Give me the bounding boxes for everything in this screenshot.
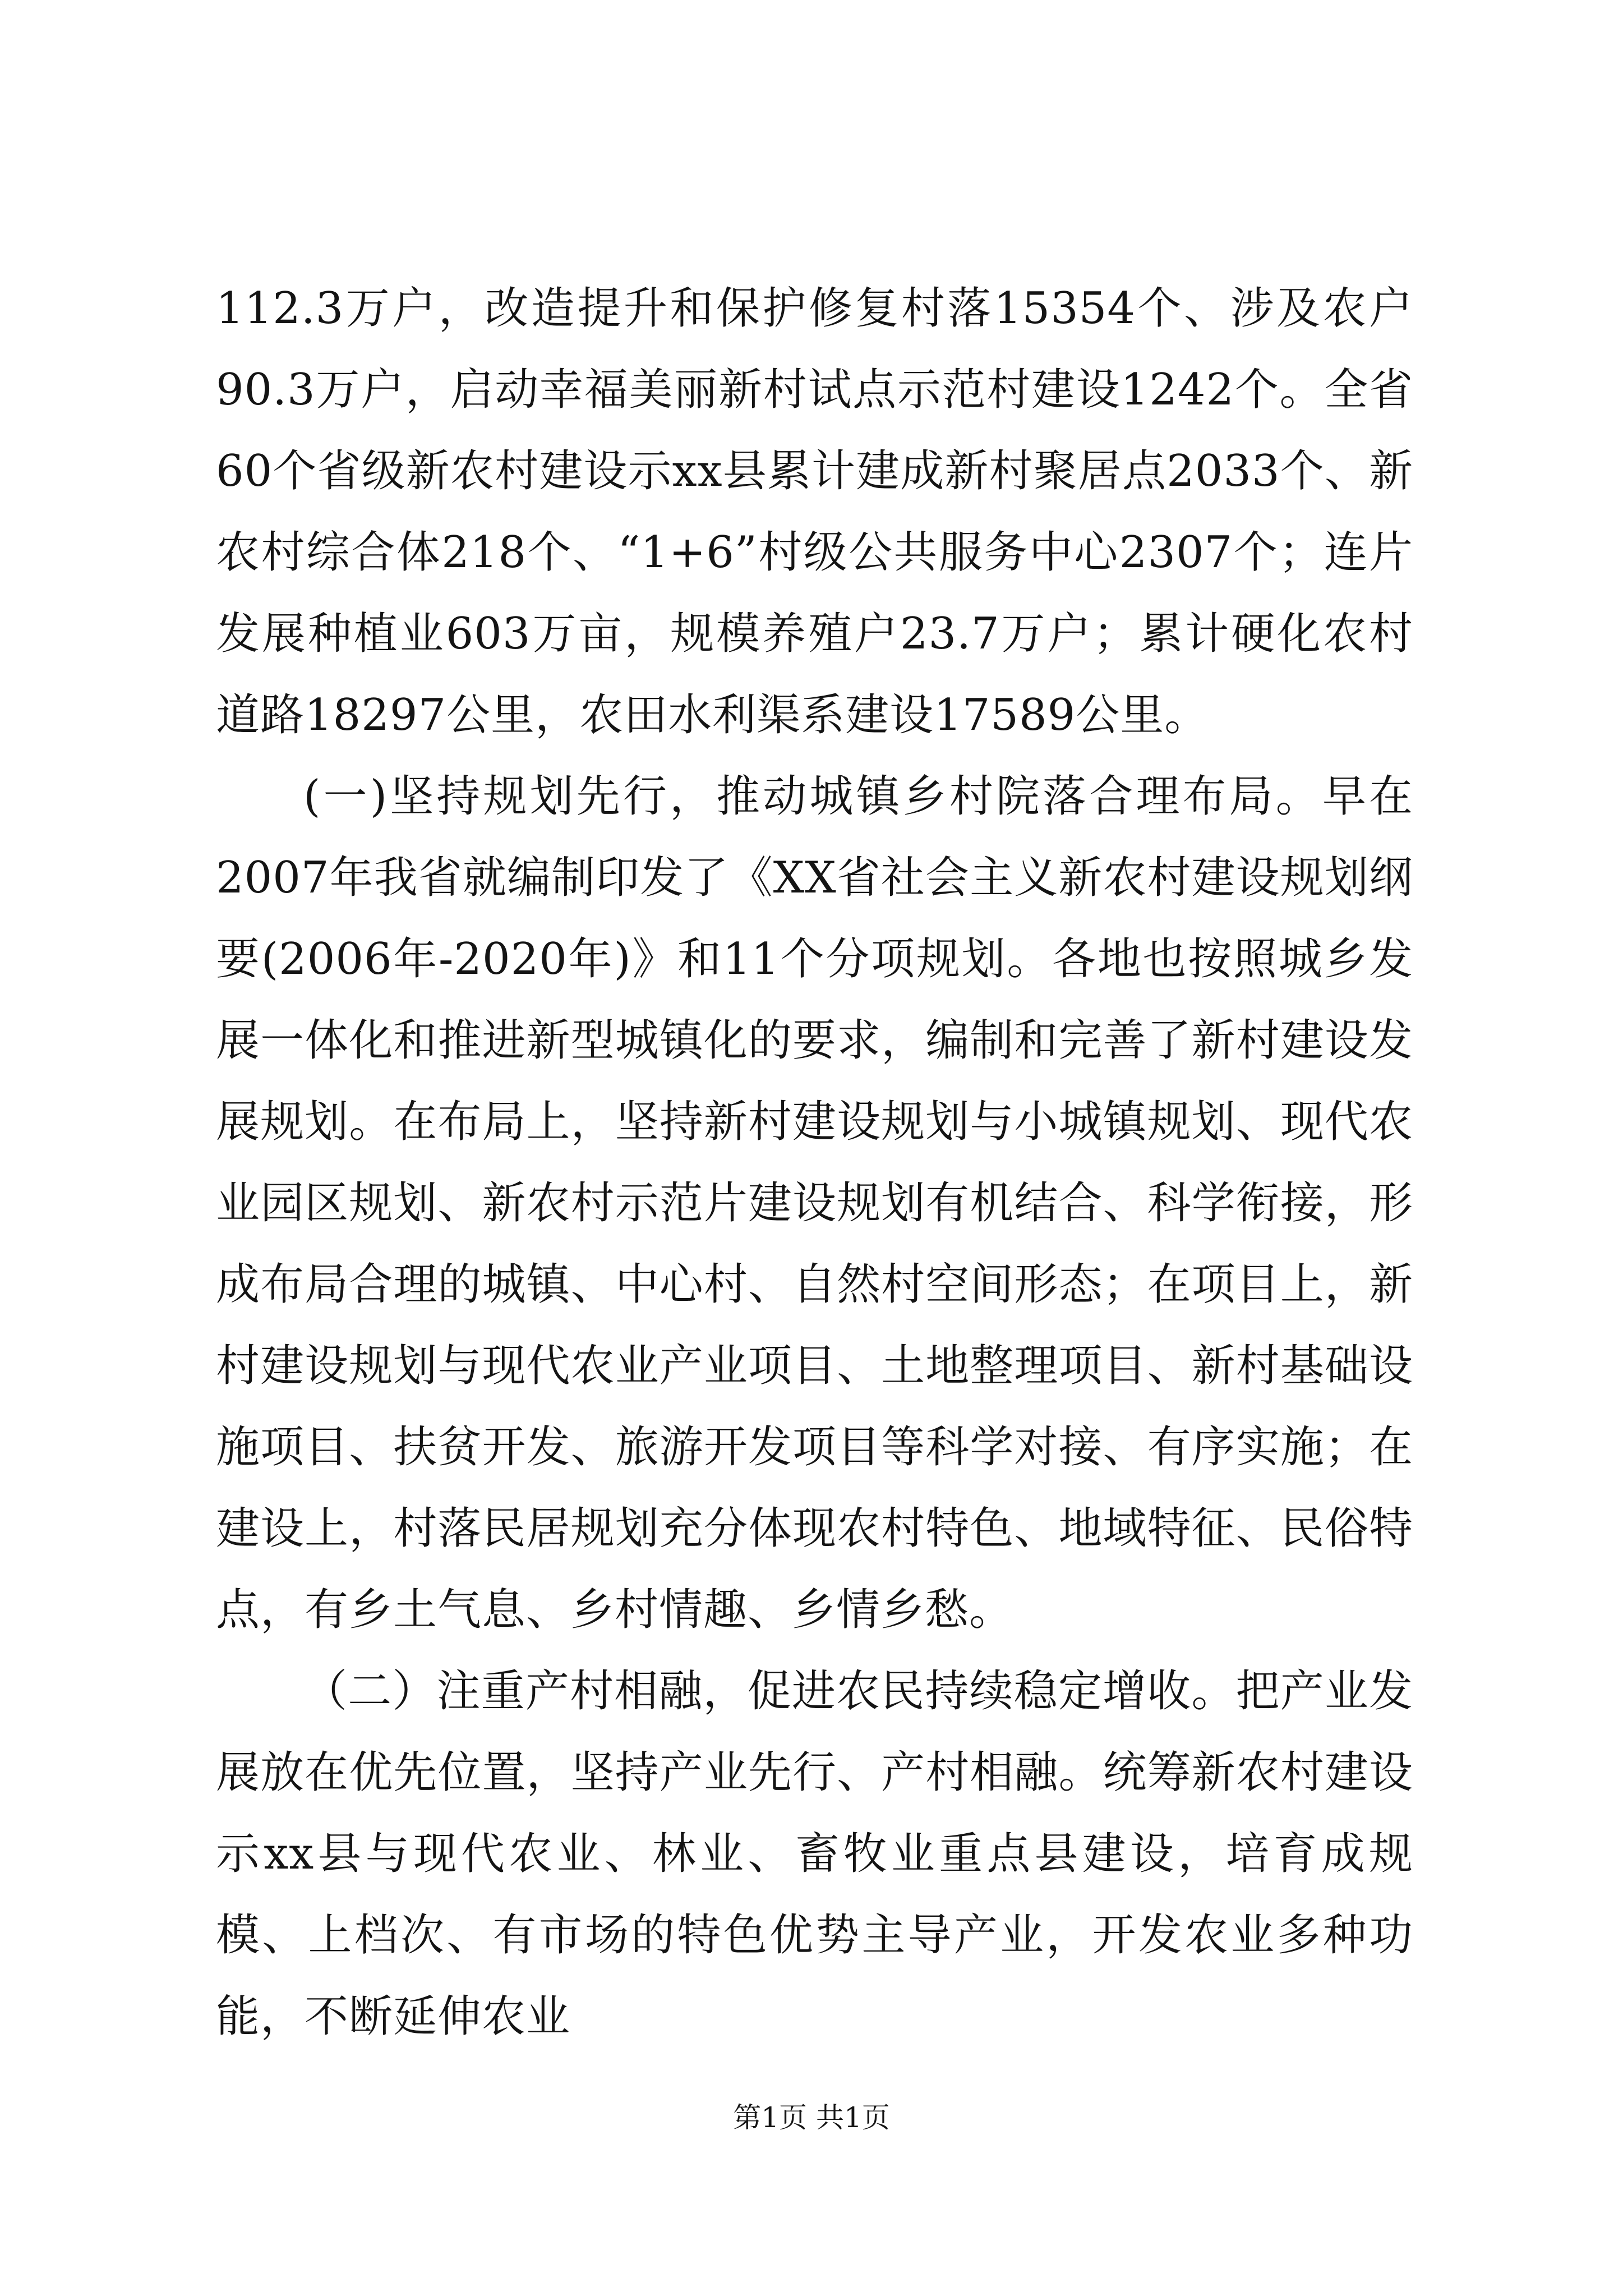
paragraph-planning: (一)坚持规划先行，推动城镇乡村院落合理布局。早在2007年我省就编制印发了《XX省社会主义新农村建设规划纲要(2006年-2020年)》和11个分项规划。各地也按照城乡发展一体化和推进新型城镇化的要求，编制和完善了新村建设发展规划。在布局上，坚持新村建设规划与小城镇规划、现代农业园区规划、新农村示范片建设规划有机结合、科学衔接，形成布局合理的城镇、中心村、自然村空间形态；在项目上，新村建设规划与现代农业产业项目、土地整理项目、新村基础设施项目、扶贫开发、旅游开发项目等科学对接、有序实施；在建设上，村落民居规划充分体现农村特色、地域特征、民俗特点，有乡土气息、乡村情趣、乡情乡愁。	[216, 771, 1413, 1635]
document-body	[216, 268, 1413, 2058]
paragraph-industry: （二）注重产村相融，促进农民持续稳定增收。把产业发展放在优先位置，坚持产业先行、产村相融。统筹新农村建设示xx县与现代农业、林业、畜牧业重点县建设，培育成规模、上档次、有市场的特色优势主导产业，开发农业多种功能，不断延伸农业	[216, 1666, 1413, 2042]
paragraph-continued: 112.3万户，改造提升和保护修复村落15354个、涉及农户90.3万户，启动幸福美丽新村试点示范村建设1242个。全省60个省级新农村建设示xx县累计建成新村聚居点2033个、新农村综合体218个、“1+6”村级公共服务中心2307个；连片发展种植业603万亩，规模养殖户23.7万户；累计硬化农村道路18297公里，农田水利渠系建设17589公里。	[216, 283, 1413, 740]
page-footer: 第1页 共1页	[733, 2101, 890, 2134]
